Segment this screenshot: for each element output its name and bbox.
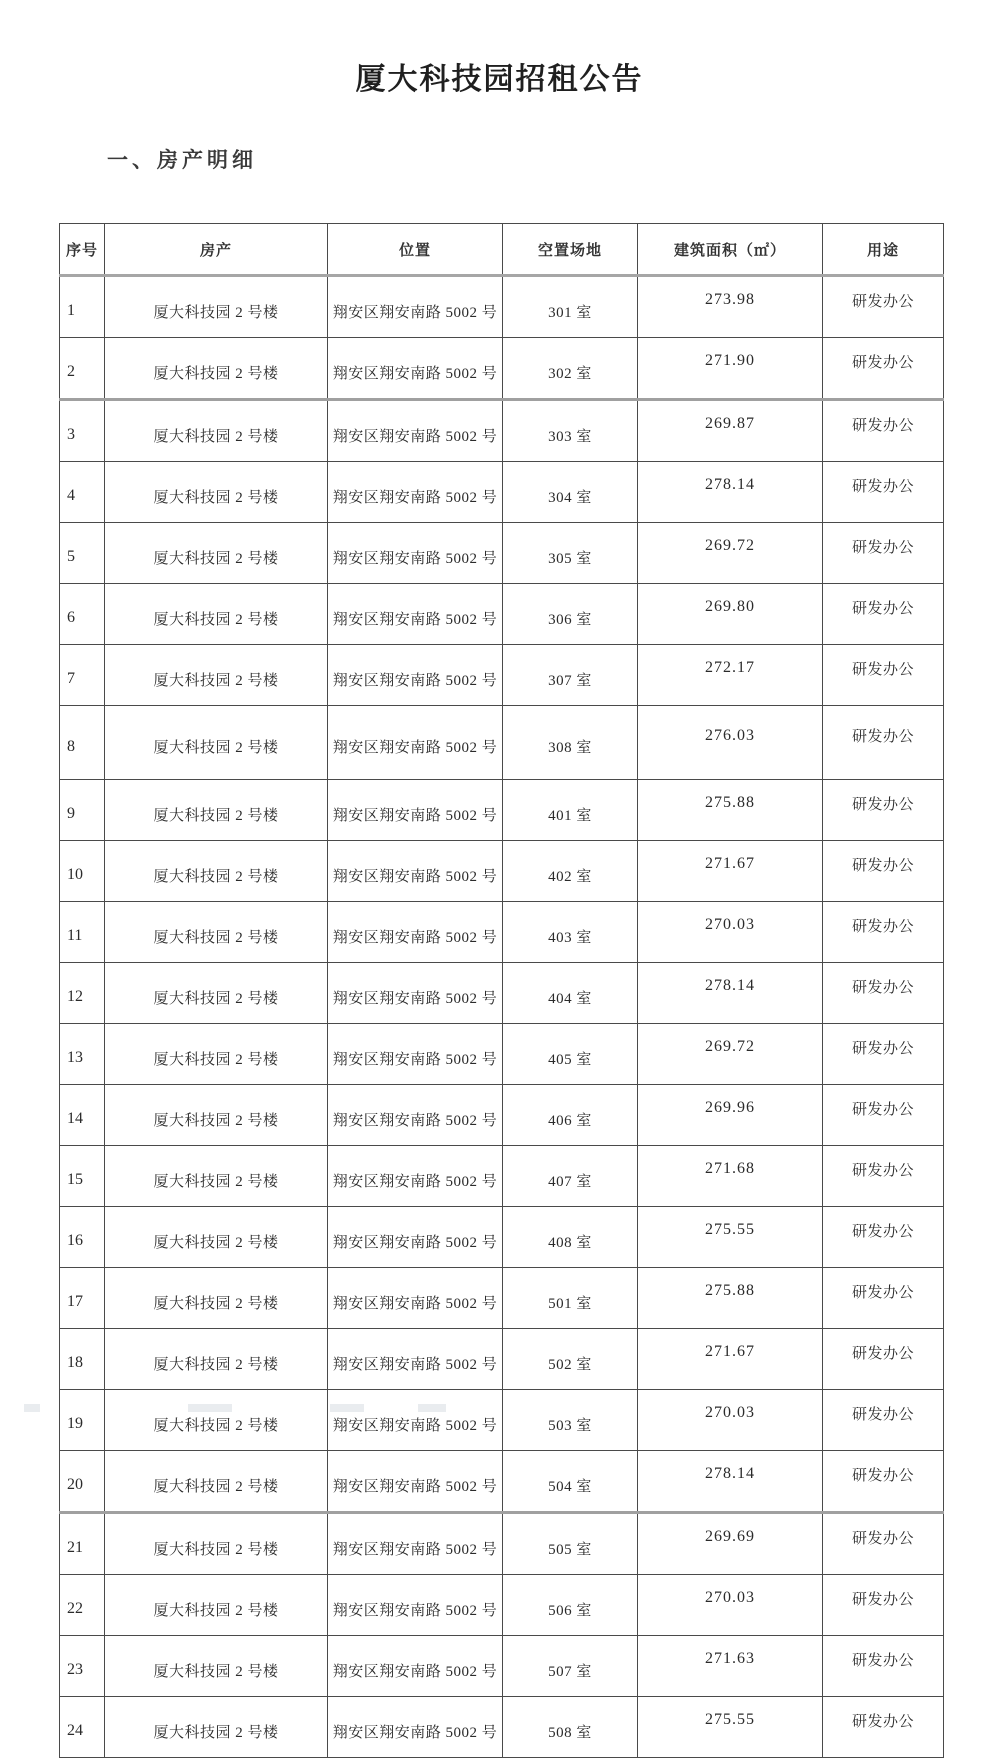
cell-area: 271.67 — [638, 841, 823, 902]
cell-location: 翔安区翔安南路 5002 号 — [328, 1207, 503, 1268]
cell-property: 厦大科技园 2 号楼 — [105, 902, 328, 963]
table-row — [60, 1146, 944, 1207]
table-row — [60, 462, 944, 523]
column-header: 用途 — [823, 224, 944, 276]
cell-property: 厦大科技园 2 号楼 — [105, 1513, 328, 1575]
cell-area: 269.72 — [638, 1024, 823, 1085]
cell-area: 276.03 — [638, 706, 823, 780]
column-header: 建筑面积（㎡） — [638, 224, 823, 276]
cell-area: 273.98 — [638, 276, 823, 338]
cell-no: 3 — [60, 400, 105, 462]
cell-area: 271.67 — [638, 1329, 823, 1390]
cutoff-text-fragment — [0, 1404, 999, 1412]
cell-area: 275.55 — [638, 1697, 823, 1758]
cutoff-mark — [188, 1404, 232, 1412]
cell-no: 23 — [60, 1636, 105, 1697]
cell-area: 278.14 — [638, 1451, 823, 1513]
cell-no: 13 — [60, 1024, 105, 1085]
cell-no: 5 — [60, 523, 105, 584]
cell-property: 厦大科技园 2 号楼 — [105, 1207, 328, 1268]
cell-usage: 研发办公 — [823, 1513, 944, 1575]
table-header-row — [60, 224, 944, 276]
cell-property: 厦大科技园 2 号楼 — [105, 1697, 328, 1758]
cell-property: 厦大科技园 2 号楼 — [105, 584, 328, 645]
cell-usage: 研发办公 — [823, 584, 944, 645]
cutoff-mark — [418, 1404, 446, 1412]
cell-room: 401 室 — [503, 780, 638, 841]
cell-usage: 研发办公 — [823, 1390, 944, 1451]
cell-area: 269.87 — [638, 400, 823, 462]
cell-usage: 研发办公 — [823, 1451, 944, 1513]
cell-location: 翔安区翔安南路 5002 号 — [328, 400, 503, 462]
cell-property: 厦大科技园 2 号楼 — [105, 1451, 328, 1513]
cell-room: 304 室 — [503, 462, 638, 523]
cell-no: 9 — [60, 780, 105, 841]
cell-room: 302 室 — [503, 338, 638, 400]
cell-no: 8 — [60, 706, 105, 780]
table-row — [60, 400, 944, 462]
cell-room: 308 室 — [503, 706, 638, 780]
section-heading: 一、房产明细 — [107, 148, 257, 172]
cell-property: 厦大科技园 2 号楼 — [105, 1636, 328, 1697]
cell-room: 307 室 — [503, 645, 638, 706]
cell-room: 506 室 — [503, 1575, 638, 1636]
cell-no: 19 — [60, 1390, 105, 1451]
cell-location: 翔安区翔安南路 5002 号 — [328, 338, 503, 400]
cutoff-mark — [24, 1404, 40, 1412]
cell-usage: 研发办公 — [823, 706, 944, 780]
cell-usage: 研发办公 — [823, 902, 944, 963]
cell-room: 407 室 — [503, 1146, 638, 1207]
cell-property: 厦大科技园 2 号楼 — [105, 1268, 328, 1329]
cell-room: 503 室 — [503, 1390, 638, 1451]
cell-no: 22 — [60, 1575, 105, 1636]
cell-location: 翔安区翔安南路 5002 号 — [328, 706, 503, 780]
table-row — [60, 841, 944, 902]
cell-property: 厦大科技园 2 号楼 — [105, 1390, 328, 1451]
table-body — [60, 276, 944, 1758]
cell-usage: 研发办公 — [823, 400, 944, 462]
cell-area: 271.63 — [638, 1636, 823, 1697]
cell-usage: 研发办公 — [823, 462, 944, 523]
table-row — [60, 1329, 944, 1390]
cell-room: 403 室 — [503, 902, 638, 963]
cell-no: 16 — [60, 1207, 105, 1268]
cell-area: 271.90 — [638, 338, 823, 400]
table-row — [60, 902, 944, 963]
column-header: 房产 — [105, 224, 328, 276]
cell-property: 厦大科技园 2 号楼 — [105, 400, 328, 462]
cell-location: 翔安区翔安南路 5002 号 — [328, 780, 503, 841]
cell-property: 厦大科技园 2 号楼 — [105, 276, 328, 338]
cell-location: 翔安区翔安南路 5002 号 — [328, 1329, 503, 1390]
cell-area: 275.55 — [638, 1207, 823, 1268]
cell-usage: 研发办公 — [823, 1329, 944, 1390]
cell-location: 翔安区翔安南路 5002 号 — [328, 1513, 503, 1575]
cell-usage: 研发办公 — [823, 780, 944, 841]
cell-location: 翔安区翔安南路 5002 号 — [328, 523, 503, 584]
cell-location: 翔安区翔安南路 5002 号 — [328, 1390, 503, 1451]
cell-location: 翔安区翔安南路 5002 号 — [328, 1146, 503, 1207]
cell-area: 269.72 — [638, 523, 823, 584]
cell-location: 翔安区翔安南路 5002 号 — [328, 462, 503, 523]
cell-area: 270.03 — [638, 902, 823, 963]
cell-room: 404 室 — [503, 963, 638, 1024]
cell-area: 271.68 — [638, 1146, 823, 1207]
cell-room: 301 室 — [503, 276, 638, 338]
table-row — [60, 706, 944, 780]
cell-location: 翔安区翔安南路 5002 号 — [328, 584, 503, 645]
cell-property: 厦大科技园 2 号楼 — [105, 1085, 328, 1146]
cell-no: 10 — [60, 841, 105, 902]
cell-room: 507 室 — [503, 1636, 638, 1697]
cell-room: 306 室 — [503, 584, 638, 645]
cell-no: 7 — [60, 645, 105, 706]
cell-room: 505 室 — [503, 1513, 638, 1575]
cell-room: 504 室 — [503, 1451, 638, 1513]
cell-location: 翔安区翔安南路 5002 号 — [328, 1636, 503, 1697]
table-row — [60, 1513, 944, 1575]
table-row — [60, 1024, 944, 1085]
column-header: 空置场地 — [503, 224, 638, 276]
cell-room: 402 室 — [503, 841, 638, 902]
cell-no: 18 — [60, 1329, 105, 1390]
cell-location: 翔安区翔安南路 5002 号 — [328, 1451, 503, 1513]
table-row — [60, 963, 944, 1024]
table-row — [60, 780, 944, 841]
cell-usage: 研发办公 — [823, 1575, 944, 1636]
cell-area: 270.03 — [638, 1575, 823, 1636]
cell-usage: 研发办公 — [823, 1024, 944, 1085]
cell-no: 4 — [60, 462, 105, 523]
cell-area: 275.88 — [638, 1268, 823, 1329]
cell-property: 厦大科技园 2 号楼 — [105, 1146, 328, 1207]
cell-no: 12 — [60, 963, 105, 1024]
page-title: 厦大科技园招租公告 — [355, 63, 644, 96]
column-header: 序号 — [60, 224, 105, 276]
cell-room: 501 室 — [503, 1268, 638, 1329]
table-row — [60, 1636, 944, 1697]
cell-area: 270.03 — [638, 1390, 823, 1451]
cell-area: 278.14 — [638, 963, 823, 1024]
cell-location: 翔安区翔安南路 5002 号 — [328, 902, 503, 963]
table-row — [60, 1451, 944, 1513]
cell-location: 翔安区翔安南路 5002 号 — [328, 1697, 503, 1758]
cell-usage: 研发办公 — [823, 1268, 944, 1329]
cell-location: 翔安区翔安南路 5002 号 — [328, 1085, 503, 1146]
cell-property: 厦大科技园 2 号楼 — [105, 963, 328, 1024]
cell-location: 翔安区翔安南路 5002 号 — [328, 1024, 503, 1085]
cell-property: 厦大科技园 2 号楼 — [105, 338, 328, 400]
cell-room: 303 室 — [503, 400, 638, 462]
table-row — [60, 1085, 944, 1146]
cell-location: 翔安区翔安南路 5002 号 — [328, 841, 503, 902]
column-header: 位置 — [328, 224, 503, 276]
cell-usage: 研发办公 — [823, 963, 944, 1024]
cell-property: 厦大科技园 2 号楼 — [105, 645, 328, 706]
cell-area: 269.80 — [638, 584, 823, 645]
cell-usage: 研发办公 — [823, 1697, 944, 1758]
table-row — [60, 523, 944, 584]
cell-area: 275.88 — [638, 780, 823, 841]
cell-usage: 研发办公 — [823, 1636, 944, 1697]
table-row — [60, 645, 944, 706]
property-table — [59, 223, 944, 1758]
cell-usage: 研发办公 — [823, 276, 944, 338]
cell-property: 厦大科技园 2 号楼 — [105, 841, 328, 902]
cell-area: 269.96 — [638, 1085, 823, 1146]
cell-area: 269.69 — [638, 1513, 823, 1575]
table-row — [60, 1207, 944, 1268]
cell-location: 翔安区翔安南路 5002 号 — [328, 276, 503, 338]
cell-usage: 研发办公 — [823, 841, 944, 902]
cell-property: 厦大科技园 2 号楼 — [105, 780, 328, 841]
table-row — [60, 338, 944, 400]
cell-room: 406 室 — [503, 1085, 638, 1146]
cell-usage: 研发办公 — [823, 523, 944, 584]
cell-no: 24 — [60, 1697, 105, 1758]
table-row — [60, 1575, 944, 1636]
cell-property: 厦大科技园 2 号楼 — [105, 462, 328, 523]
cell-no: 1 — [60, 276, 105, 338]
cell-no: 14 — [60, 1085, 105, 1146]
table-row — [60, 276, 944, 338]
cell-no: 20 — [60, 1451, 105, 1513]
cell-no: 11 — [60, 902, 105, 963]
cell-no: 21 — [60, 1513, 105, 1575]
cell-location: 翔安区翔安南路 5002 号 — [328, 963, 503, 1024]
cell-property: 厦大科技园 2 号楼 — [105, 523, 328, 584]
cell-no: 2 — [60, 338, 105, 400]
table-row — [60, 1268, 944, 1329]
cell-area: 278.14 — [638, 462, 823, 523]
cell-usage: 研发办公 — [823, 338, 944, 400]
cell-usage: 研发办公 — [823, 1146, 944, 1207]
cell-property: 厦大科技园 2 号楼 — [105, 706, 328, 780]
cell-property: 厦大科技园 2 号楼 — [105, 1024, 328, 1085]
cell-room: 502 室 — [503, 1329, 638, 1390]
cell-property: 厦大科技园 2 号楼 — [105, 1575, 328, 1636]
cell-no: 6 — [60, 584, 105, 645]
cell-usage: 研发办公 — [823, 1085, 944, 1146]
cell-location: 翔安区翔安南路 5002 号 — [328, 1575, 503, 1636]
cell-no: 17 — [60, 1268, 105, 1329]
cell-room: 508 室 — [503, 1697, 638, 1758]
cell-property: 厦大科技园 2 号楼 — [105, 1329, 328, 1390]
cell-usage: 研发办公 — [823, 1207, 944, 1268]
table-row — [60, 584, 944, 645]
cell-area: 272.17 — [638, 645, 823, 706]
cell-room: 408 室 — [503, 1207, 638, 1268]
cell-room: 405 室 — [503, 1024, 638, 1085]
cell-room: 305 室 — [503, 523, 638, 584]
cell-usage: 研发办公 — [823, 645, 944, 706]
cutoff-mark — [330, 1404, 364, 1412]
table-row — [60, 1390, 944, 1451]
table-row — [60, 1697, 944, 1758]
cell-location: 翔安区翔安南路 5002 号 — [328, 645, 503, 706]
cell-location: 翔安区翔安南路 5002 号 — [328, 1268, 503, 1329]
cell-no: 15 — [60, 1146, 105, 1207]
